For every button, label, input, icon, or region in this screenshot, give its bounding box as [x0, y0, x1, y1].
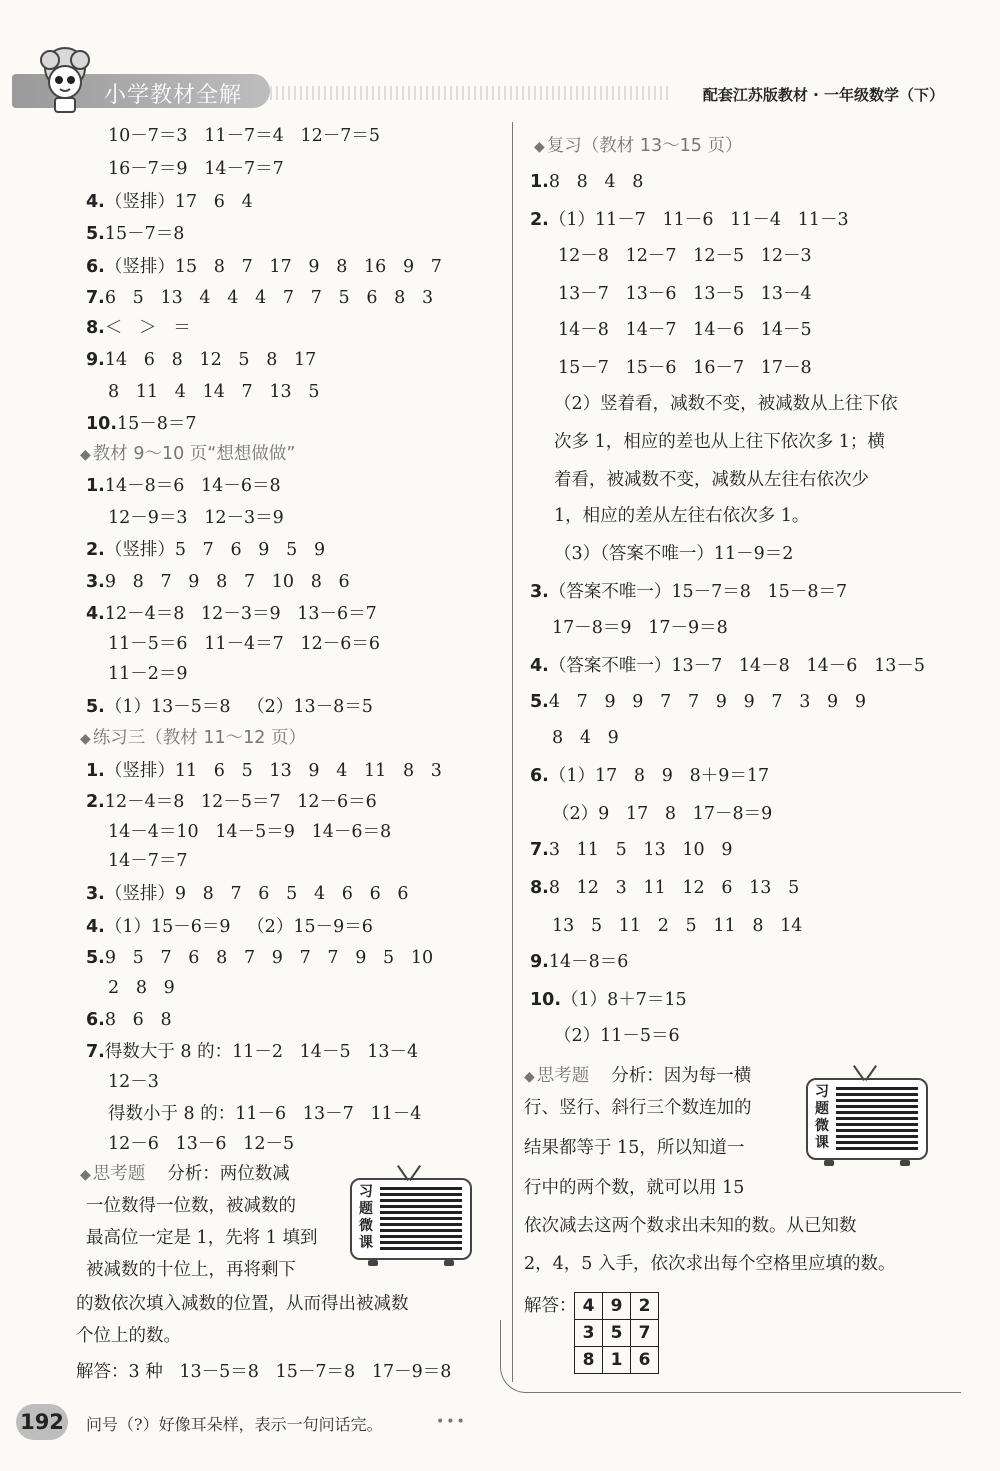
- answer-line: 13 5 11 2 5 11 8 14: [552, 916, 803, 936]
- item-number: 2.: [86, 540, 105, 560]
- item-text: （竖排）9 8 7 6 5 4 6 6 6: [104, 884, 409, 904]
- answer-line: （2）11－5＝6: [554, 1026, 680, 1046]
- item-text: 9 5 7 6 8 7 9 7 7 9 5 10: [104, 948, 434, 968]
- answer-item: [86, 790, 377, 814]
- item-number: 6.: [530, 766, 549, 786]
- answer-line: （2）竖着看，减数不变，被减数从上往下依: [554, 394, 898, 414]
- answer-line: 1，相应的差从左往右依次多 1。: [554, 506, 810, 526]
- answer-item: [86, 882, 409, 906]
- think-text: 2，4，5 入手，依次求出每个空格里应填的数。: [524, 1254, 896, 1274]
- answer-line: 13－7 13－6 13－5 13－4: [558, 284, 812, 304]
- item-text: （1）8＋7＝15: [561, 990, 687, 1010]
- item-text: 得数大于 8 的：11－2 14－5 13－4: [104, 1042, 419, 1062]
- think-text: 分析：两位数减: [167, 1164, 290, 1184]
- think-text: 的数依次填入减数的位置，从而得出被减数: [76, 1294, 409, 1314]
- section-heading: [534, 134, 742, 159]
- item-number: 8.: [86, 318, 105, 338]
- answer-line: 11－2＝9: [108, 664, 188, 684]
- think-text: 结果都等于 15，所以知道一: [524, 1138, 745, 1158]
- item-number: 8.: [530, 878, 549, 898]
- item-text: （竖排）17 6 4: [104, 192, 253, 212]
- answer-item: [530, 876, 799, 900]
- section-title: 复习（教材 13～15 页）: [546, 136, 743, 156]
- item-number: 4.: [86, 917, 105, 937]
- answer-line: 8 4 9: [552, 728, 619, 748]
- answer-item: [530, 654, 925, 678]
- answer-line: 8 11 4 14 7 13 5: [108, 382, 320, 402]
- section-title: 练习三（教材 11～12 页）: [92, 728, 306, 748]
- item-text: （竖排）5 7 6 9 5 9: [104, 540, 326, 560]
- item-text: 14－8＝6 14－6＝8: [104, 476, 281, 496]
- item-number: 3.: [86, 572, 105, 592]
- item-text: （1）15－6＝9 （2）15－9＝6: [104, 917, 373, 937]
- think-text: 最高位一定是 1，先将 1 填到: [86, 1228, 318, 1248]
- item-number: 4.: [86, 604, 105, 624]
- grid-row: [575, 1320, 659, 1347]
- book-title: 小学教材全解: [104, 83, 243, 108]
- grid-cell: 3: [575, 1320, 603, 1347]
- page-number: 192: [16, 1404, 68, 1440]
- answer-item: [86, 190, 253, 214]
- diamond-icon: ◆: [80, 1167, 91, 1183]
- item-number: 9.: [86, 350, 105, 370]
- answer-line: 12－8 12－7 12－5 12－3: [558, 246, 812, 266]
- qr-tv-left[interactable]: [350, 1178, 472, 1260]
- item-text: （答案不唯一）15－7＝8 15－8＝7: [548, 582, 848, 602]
- item-text: ＜ ＞ ＝: [104, 318, 191, 338]
- answer-item: [530, 580, 847, 604]
- item-number: 7.: [530, 840, 549, 860]
- answer-item: [86, 695, 373, 719]
- answer-line: 15－7 15－6 16－7 17－8: [558, 358, 812, 378]
- answer-item: [86, 316, 191, 340]
- item-number: 4.: [86, 192, 105, 212]
- item-number: 2.: [530, 210, 549, 230]
- answer-item: [86, 538, 325, 562]
- answer-item: [530, 170, 643, 194]
- grid-row: [575, 1347, 659, 1374]
- item-text: （1）11－7 11－6 11－4 11－3: [548, 210, 849, 230]
- item-number: 1.: [530, 172, 549, 192]
- item-text: （答案不唯一）13－7 14－8 14－6 13－5: [548, 656, 926, 676]
- answer-item: [86, 412, 197, 436]
- item-text: 8 12 3 11 12 6 13 5: [548, 878, 800, 898]
- section-heading: [80, 726, 306, 751]
- answer-item: [86, 946, 433, 970]
- answer-line: （3）（答案不唯一）11－9＝2: [554, 544, 794, 564]
- answer-line: 17－8＝9 17－9＝8: [552, 618, 728, 638]
- think-text: 一位数得一位数，被减数的: [86, 1196, 296, 1216]
- item-text: 6 5 13 4 4 4 7 7 5 6 8 3: [104, 288, 434, 308]
- item-text: 14－8＝6: [548, 952, 629, 972]
- answer-item: [530, 764, 769, 788]
- page-footer: [0, 1400, 1000, 1450]
- think-title: 思考题: [536, 1066, 590, 1086]
- item-text: （1）17 8 9 8＋9＝17: [548, 766, 770, 786]
- item-number: 10.: [86, 414, 118, 434]
- think-text: 分析：因为每一横: [611, 1066, 752, 1086]
- answer-line: 解答：3 种 13－5＝8 15－7＝8 17－9＝8: [76, 1362, 452, 1382]
- footer-note: 问号（?）好像耳朵样，表示一句问话完。: [86, 1415, 383, 1434]
- answer-item: [86, 474, 281, 498]
- grid-row: [575, 1293, 659, 1320]
- item-text: 15－7＝8: [104, 224, 185, 244]
- item-number: 5.: [86, 697, 105, 717]
- item-text: 12－4＝8 12－5＝7 12－6＝6: [104, 792, 377, 812]
- answer-line: 12－6 13－6 12－5: [108, 1134, 295, 1154]
- answer-label: 解答：: [524, 1296, 577, 1316]
- answer-line: 14－4＝10 14－5＝9 14－6＝8: [108, 822, 392, 842]
- item-text: （1）13－5＝8 （2）13－8＝5: [104, 697, 373, 717]
- answer-item: [86, 1008, 172, 1032]
- grid-cell: 6: [631, 1347, 659, 1374]
- qr-tv-right[interactable]: [806, 1078, 928, 1160]
- think-title: 思考题: [92, 1164, 146, 1184]
- think-heading: [524, 1064, 751, 1089]
- item-text: 14 6 8 12 5 8 17: [104, 350, 317, 370]
- qr-label: 习题微课: [815, 1084, 829, 1151]
- grid-cell: 9: [603, 1293, 631, 1320]
- answer-line: 次多 1，相应的差也从上往下依次多 1；横: [554, 432, 885, 452]
- column-divider: [512, 122, 513, 1382]
- item-number: 2.: [86, 792, 105, 812]
- item-text: 9 8 7 9 8 7 10 8 6: [104, 572, 350, 592]
- answer-line: 2 8 9: [108, 978, 175, 998]
- item-number: 3.: [530, 582, 549, 602]
- qr-label: 习题微课: [359, 1184, 373, 1251]
- item-text: 3 11 5 13 10 9: [548, 840, 733, 860]
- item-text: （竖排）15 8 7 17 9 8 16 9 7: [104, 257, 442, 277]
- page-header: [0, 60, 1000, 112]
- think-text: 被减数的十位上，再将剩下: [86, 1260, 296, 1280]
- grid-cell: 7: [631, 1320, 659, 1347]
- item-text: （竖排）11 6 5 13 9 4 11 8 3: [104, 761, 442, 781]
- answer-item: [530, 950, 628, 974]
- item-number: 7.: [86, 1042, 105, 1062]
- answer-line: 11－5＝6 11－4＝7 12－6＝6: [108, 634, 380, 654]
- item-number: 6.: [86, 257, 105, 277]
- section-heading: [80, 442, 295, 467]
- item-number: 5.: [86, 948, 105, 968]
- item-number: 1.: [86, 476, 105, 496]
- answer-line: 得数小于 8 的：11－6 13－7 11－4: [108, 1104, 422, 1124]
- answer-line: 12－3: [108, 1072, 159, 1092]
- grid-cell: 5: [603, 1320, 631, 1347]
- header-stripes: [270, 86, 670, 100]
- answer-item: [86, 570, 350, 594]
- dots-decoration: •••: [436, 1414, 467, 1430]
- item-number: 6.: [86, 1010, 105, 1030]
- mascot-icon: [30, 46, 100, 116]
- series-title: 配套江苏版教材 · 一年级数学（下）: [702, 86, 944, 104]
- answer-item: [530, 690, 866, 714]
- answer-item: [530, 988, 687, 1012]
- think-text: 依次减去这两个数求出未知的数。从已知数: [524, 1216, 857, 1236]
- answer-line: 14－8 14－7 14－6 14－5: [558, 320, 812, 340]
- item-number: 7.: [86, 288, 105, 308]
- answer-line: 16－7＝9 14－7＝7: [108, 159, 284, 179]
- qr-code-icon[interactable]: [836, 1086, 918, 1150]
- answer-line: 12－9＝3 12－3＝9: [108, 508, 284, 528]
- answer-item: [86, 759, 442, 783]
- item-text: 8 8 4 8: [548, 172, 644, 192]
- answer-item: [86, 602, 377, 626]
- section-title: 教材 9～10 页“想想做做”: [92, 444, 296, 464]
- magic-square-grid: [574, 1292, 659, 1374]
- answer-item: [530, 838, 732, 862]
- answer-item: [86, 1040, 418, 1064]
- grid-cell: 1: [603, 1347, 631, 1374]
- item-number: 4.: [530, 656, 549, 676]
- diamond-icon: ◆: [80, 731, 91, 747]
- answer-line: 14－7＝7: [108, 851, 188, 871]
- diamond-icon: ◆: [524, 1069, 535, 1085]
- answer-line: 着看，被减数不变，减数从左往右依次少: [554, 470, 869, 490]
- column-border-curve: [500, 1320, 961, 1393]
- answer-item: [530, 208, 849, 232]
- item-text: 8 6 8: [104, 1010, 172, 1030]
- item-text: 12－4＝8 12－3＝9 13－6＝7: [104, 604, 377, 624]
- think-text: 个位上的数。: [76, 1326, 181, 1346]
- answer-line: 10－7＝3 11－7＝4 12－7＝5: [108, 126, 380, 146]
- diamond-icon: ◆: [534, 139, 545, 155]
- answer-item: [86, 915, 373, 939]
- item-text: 4 7 9 9 7 7 9 9 7 3 9 9: [548, 692, 867, 712]
- answer-line: （2）9 17 8 17－8＝9: [552, 804, 773, 824]
- item-number: 9.: [530, 952, 549, 972]
- item-number: 3.: [86, 884, 105, 904]
- answer-item: [86, 255, 442, 279]
- grid-cell: 8: [575, 1347, 603, 1374]
- grid-cell: 2: [631, 1293, 659, 1320]
- item-text: 15－8＝7: [117, 414, 197, 434]
- item-number: 5.: [86, 224, 105, 244]
- qr-code-icon[interactable]: [380, 1186, 462, 1250]
- answer-item: [86, 222, 184, 246]
- diamond-icon: ◆: [80, 447, 91, 463]
- grid-cell: 4: [575, 1293, 603, 1320]
- answer-item: [86, 348, 316, 372]
- think-text: 行、竖行、斜行三个数连加的: [524, 1098, 752, 1118]
- item-number: 1.: [86, 761, 105, 781]
- think-heading: [80, 1162, 290, 1187]
- answer-item: [86, 286, 433, 310]
- item-number: 10.: [530, 990, 562, 1010]
- item-number: 5.: [530, 692, 549, 712]
- think-text: 行中的两个数，就可以用 15: [524, 1178, 745, 1198]
